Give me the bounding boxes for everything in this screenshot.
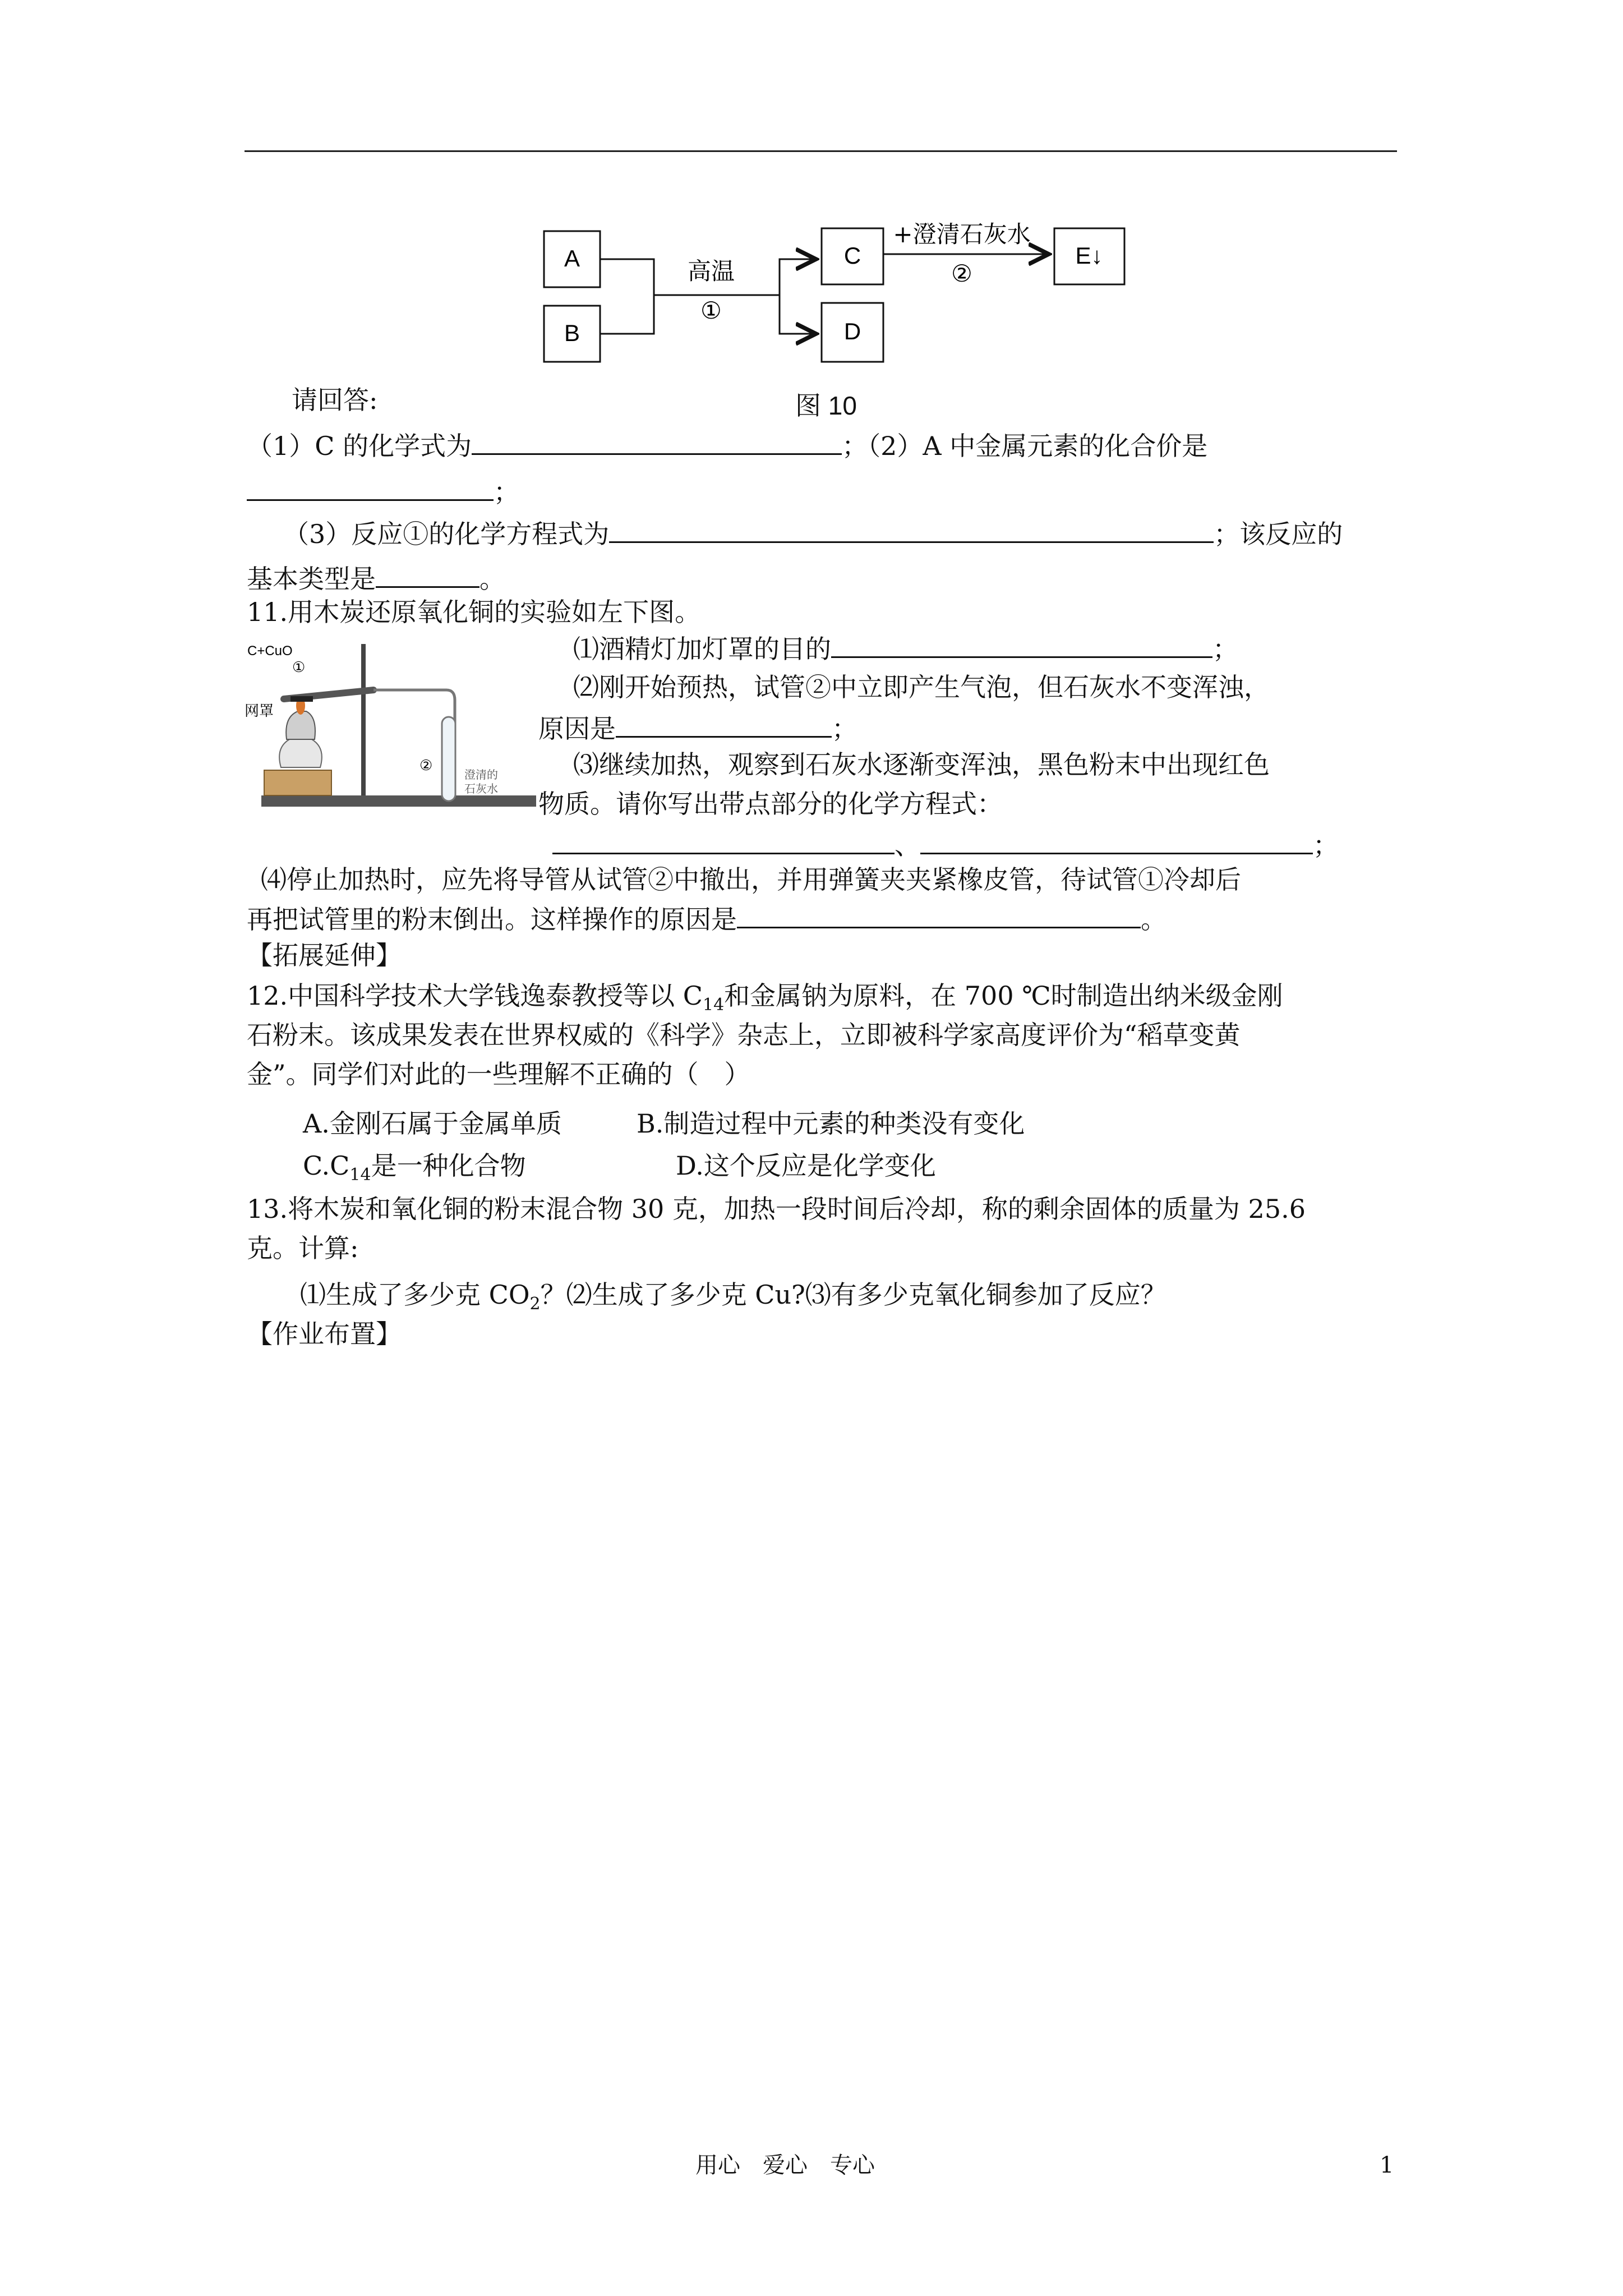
label-tube-1: ①: [292, 659, 306, 676]
q10-part1-text: （1）C 的化学式为: [247, 431, 472, 461]
box-d-label: D: [843, 318, 861, 344]
answer-blank-valence[interactable]: [247, 477, 494, 501]
page-number: 1: [1380, 2152, 1394, 2178]
black-powder: [291, 696, 313, 702]
q12-line-1: [247, 983, 1283, 1014]
footer-motto: 用心 爱心 专心: [695, 2152, 875, 2178]
apparatus-svg: [245, 633, 536, 823]
q12-line-3: 金”。同学们对此的一些理解不正确的（ ）: [247, 1059, 750, 1089]
q11-sub-3-end: ；: [1313, 830, 1339, 861]
step-1-mark: ①: [700, 297, 722, 324]
box-b-label: B: [564, 320, 580, 346]
stand-rod: [361, 644, 366, 795]
label-tube-2: ②: [419, 757, 433, 774]
q10-line-4-end: 。: [479, 564, 505, 594]
step-2-mark: ②: [951, 260, 972, 287]
label-reactant: C+CuO: [247, 643, 293, 659]
q11-sub-3a: ⑶继续加热，观察到石灰水逐渐变浑浊，黑色粉末中出现红色: [573, 749, 1270, 780]
lamp-shade: [286, 711, 315, 739]
q12-option-c: [303, 1153, 526, 1184]
q12-text-a: 12.中国科学技术大学钱逸泰教授等以 C: [247, 981, 703, 1011]
q12-option-a: A.金刚石属于金属单质: [303, 1108, 562, 1139]
label-limewater-1: 澄清的: [464, 768, 498, 781]
q10-part3-tail: ；该反应的: [1214, 519, 1343, 549]
wood-block: [264, 770, 331, 795]
box-e-label: E↓: [1075, 242, 1103, 269]
answer-blank-equation-3[interactable]: [920, 830, 1313, 854]
q11-sub-2a: ⑵刚开始预热，试管②中立即产生气泡，但石灰水不变浑浊，: [573, 672, 1270, 702]
q12-option-c-text-b: 是一种化合物: [371, 1151, 526, 1181]
condition-high-temp: 高温: [687, 257, 735, 285]
label-limewater-2: 石灰水: [464, 782, 498, 795]
q11-sub-1: [573, 634, 1238, 662]
q11-sub-3b: 物质。请你写出带点部分的化学方程式：: [538, 789, 1003, 819]
arrow-to-d: [780, 295, 816, 334]
q11-sub-4-end: 。: [1141, 904, 1166, 935]
answer-blank-reaction-type[interactable]: [376, 564, 479, 588]
q10-prompt: 请回答:: [292, 385, 378, 415]
q11-sub-2b: [538, 714, 857, 742]
q13-line-2: 克。计算:: [247, 1233, 359, 1263]
q11-sub-4b: [247, 904, 1166, 935]
header-rule: [245, 150, 1397, 152]
q10-line-2-end: ；: [494, 477, 519, 507]
q13-line-3: [300, 1282, 1166, 1313]
q10-line-3: [283, 519, 1343, 547]
test-tube-2: [442, 717, 455, 801]
reagent-limewater: +澄清石灰水: [893, 220, 1031, 248]
q11-sub-2-reason-text: 原因是: [538, 714, 616, 744]
label-shade: 网罩: [245, 703, 274, 720]
q13-line-1: 13.将木炭和氧化铜的粉末混合物 30 克，加热一段时间后冷却，称的剩余固体的质量为 25.6: [247, 1194, 1306, 1224]
answer-blank-equation-2[interactable]: [552, 830, 895, 854]
reaction-flow-svg: [533, 213, 1161, 370]
answer-blank-lamp-shade[interactable]: [831, 634, 1212, 658]
q10-part3-text: （3）反应①的化学方程式为: [283, 519, 610, 549]
q11-sub-2-end: ；: [832, 714, 857, 744]
q11-title: 11.用木炭还原氧化铜的实验如左下图。: [247, 597, 701, 627]
q13-text-a: ⑴生成了多少克 CO: [300, 1280, 530, 1310]
q12-text-b: 和金属钠为原料，在 700 ℃时制造出纳米级金刚: [724, 981, 1283, 1011]
q10-part2-text: ；（2）A 中金属元素的化合价是: [842, 431, 1208, 461]
q11-sub-1-end: ；: [1212, 634, 1238, 664]
q10-line-1: [247, 431, 1207, 459]
figure-10-diagram: [533, 213, 1161, 370]
q12-subscript: 14: [702, 995, 725, 1015]
section-extend-heading: 【拓展延伸】: [247, 940, 402, 970]
arrow-to-c: [780, 259, 816, 295]
q11-sub-3c: [552, 830, 1339, 861]
q12-option-b: B.制造过程中元素的种类没有变化: [637, 1108, 1025, 1139]
box-a-label: A: [564, 245, 580, 272]
q11-sub-1-text: ⑴酒精灯加灯罩的目的: [573, 634, 831, 664]
q11-sub-3-separator: 、: [895, 830, 920, 861]
q11-sub-4-text: 再把试管里的粉末倒出。这样操作的原因是: [247, 904, 737, 935]
answer-blank-c-formula[interactable]: [472, 431, 842, 455]
box-c-label: C: [843, 242, 861, 269]
q10-line-2: [247, 477, 519, 505]
answer-blank-operation-reason[interactable]: [737, 904, 1141, 928]
q12-line-2: 石粉末。该成果发表在世界权威的《科学》杂志上，立即被科学家高度评价为“稻草变黄: [247, 1020, 1241, 1050]
answer-blank-equation-1[interactable]: [609, 519, 1214, 543]
q11-sub-4a: ⑷停止加热时，应先将导管从试管②中撤出，并用弹簧夹夹紧橡皮管，待试管①冷却后: [261, 864, 1241, 895]
section-homework-heading: 【作业布置】: [247, 1319, 402, 1349]
q10-reaction-type-text: 基本类型是: [247, 564, 376, 594]
q10-line-4: [247, 564, 505, 592]
alcohol-lamp: [279, 739, 322, 767]
q12-option-c-text-a: C.C: [303, 1151, 350, 1181]
q13-subscript: 2: [529, 1294, 541, 1314]
q12-option-d: D.这个反应是化学变化: [676, 1151, 936, 1181]
merge-bracket: [600, 259, 654, 334]
figure-10-caption: 图 10: [795, 391, 857, 420]
q12-option-c-subscript: 14: [349, 1165, 371, 1185]
stand-base: [261, 795, 536, 807]
q13-text-b: ？⑵生成了多少克 Cu?⑶有多少克氧化铜参加了反应？: [540, 1280, 1166, 1310]
apparatus-image: [245, 633, 536, 823]
answer-blank-reason[interactable]: [616, 714, 832, 738]
